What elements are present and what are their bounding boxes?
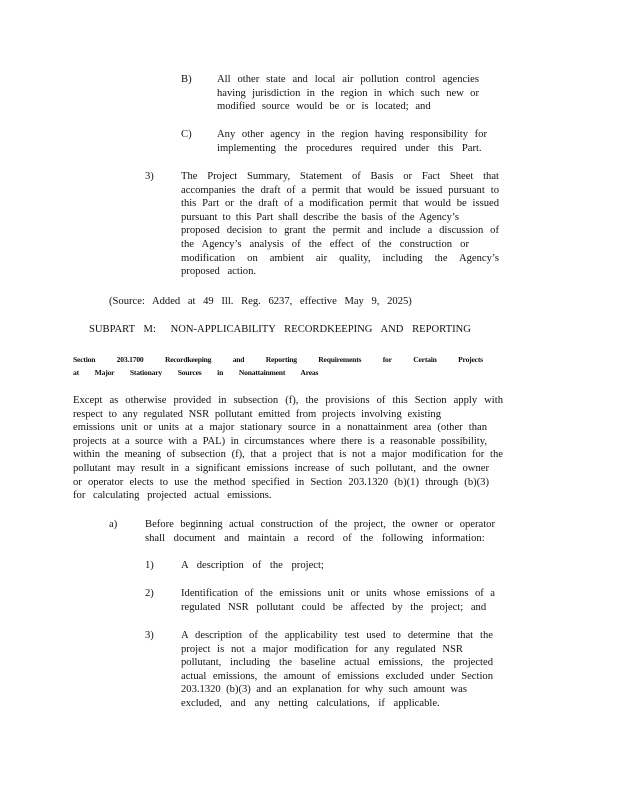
item-3-text: [181, 170, 499, 279]
item-c-line: Any other agency in the region having responsibility for: [217, 129, 487, 140]
item-b-line: having jurisdiction in the region in which such new or: [217, 87, 479, 99]
list-a-item-2-text: [181, 587, 495, 614]
section-heading-word: Projects: [458, 355, 483, 364]
list-a-line: project is not a major modification for any regulated NSR: [181, 643, 463, 655]
list-a-item-2: [145, 587, 505, 614]
section-heading-word: 203.1700: [116, 355, 144, 364]
item-3-line: modification on ambient air quality, including the Agency’s: [181, 252, 499, 264]
list-a-line: Identification of the emissions unit or units whose emissions of a: [181, 588, 495, 599]
item-3: [145, 170, 505, 279]
list-a-item-3-label: 3): [145, 630, 154, 641]
list-a-item-3: [145, 629, 505, 711]
subpart-number: SUBPART M:: [89, 324, 156, 335]
list-a-line: pollutant, including the baseline actual emissions, the projected: [181, 657, 493, 669]
list-a-item-1: [145, 559, 505, 573]
list-a-line: actual emissions, the amount of emissions excluded under Section: [181, 670, 493, 682]
section-heading: [73, 353, 483, 379]
item-3-line: The Project Summary, Statement of Basis or Fact Sheet that: [181, 171, 499, 182]
intro-line: pollutant may result in a significant emissions increase of such pollutant, and the owner: [73, 462, 489, 474]
item-c: [181, 128, 491, 155]
section-heading-word: Requirements: [318, 355, 362, 364]
item-c-text: [217, 128, 487, 155]
list-a-item-2-label: 2): [145, 588, 154, 599]
item-b-label: B): [181, 74, 192, 85]
intro-line: Except as otherwise provided in subsection (f), the provisions of this Section apply with: [73, 395, 503, 406]
intro-line: or operator elects to use the method specified in Section 203.1320 (b)(1) through (b)(3): [73, 476, 489, 488]
list-a-line: excluded, and any netting calculations, if applicable.: [181, 697, 440, 709]
list-a-item-1-text: [181, 559, 499, 573]
item-3-line: the Agency’s analysis of the effect of the construction or: [181, 238, 469, 250]
section-heading-word: for: [382, 355, 392, 364]
item-b-text: [217, 73, 479, 114]
intro-line: for calculating projected actual emissions.: [73, 490, 272, 502]
subsection-a-line: shall document and maintain a record of the following information:: [145, 532, 485, 544]
item-3-line: pursuant to this Part shall describe the basis of the Agency’s: [181, 211, 459, 223]
subsection-a-text: [145, 518, 495, 545]
item-b: [181, 73, 481, 114]
list-a-line: A description of the project;: [181, 560, 324, 571]
item-c-label: C): [181, 129, 192, 140]
item-3-line: accompanies the draft of a permit that would be issued pursuant to: [181, 184, 499, 196]
intro-paragraph: [73, 394, 503, 503]
subsection-a: [109, 518, 509, 545]
subpart-title: NON-APPLICABILITY RECORDKEEPING AND REPORTING: [170, 324, 471, 335]
section-heading-row2: at Major Stationary Sources in Nonattainment Areas: [73, 368, 319, 377]
section-heading-word: Certain: [413, 355, 437, 364]
item-3-line: proposed decision to grant the permit and include a discussion of: [181, 225, 499, 237]
item-b-line: modified source would be or is located; and: [217, 101, 431, 113]
item-3-line: this Part or the draft of a modification permit that would be issued: [181, 198, 499, 210]
intro-line: projects at a source with a PAL) in circumstances where there is a reasonable possibility,: [73, 435, 487, 447]
intro-line: emissions unit or units at a major stationary source in a nonattainment area (other than: [73, 422, 487, 434]
item-b-line: All other state and local air pollution control agencies: [217, 74, 479, 85]
subpart-heading: [89, 323, 489, 337]
section-heading-word: Reporting: [265, 355, 297, 364]
item-3-label: 3): [145, 171, 154, 182]
list-a-line: regulated NSR pollutant could be affected by the project; and: [181, 601, 487, 613]
list-a-item-1-label: 1): [145, 560, 154, 571]
section-heading-word: Section: [73, 355, 96, 364]
list-a-line: 203.1320 (b)(3) and an explanation for why such amount was: [181, 684, 467, 696]
list-a-line: A description of the applicability test used to determine that the: [181, 630, 493, 641]
subsection-a-line: Before beginning actual construction of the project, the owner or operator: [145, 519, 495, 530]
intro-line: respect to any regulated NSR pollutant emitted from projects involving existing: [73, 408, 441, 420]
intro-line: within the meaning of subsection (f), that a project that is not a major modification for the: [73, 449, 503, 461]
item-c-line: implementing the procedures required under this Part.: [217, 142, 482, 154]
section-heading-word: and: [232, 355, 245, 364]
subsection-a-label: a): [109, 519, 118, 530]
source-note: (Source: Added at 49 Ill. Reg. 6237, effective May 9, 2025): [109, 296, 412, 307]
list-a-item-3-text: [181, 629, 493, 711]
item-3-line: proposed action.: [181, 266, 257, 278]
section-heading-word: Recordkeeping: [164, 355, 212, 364]
